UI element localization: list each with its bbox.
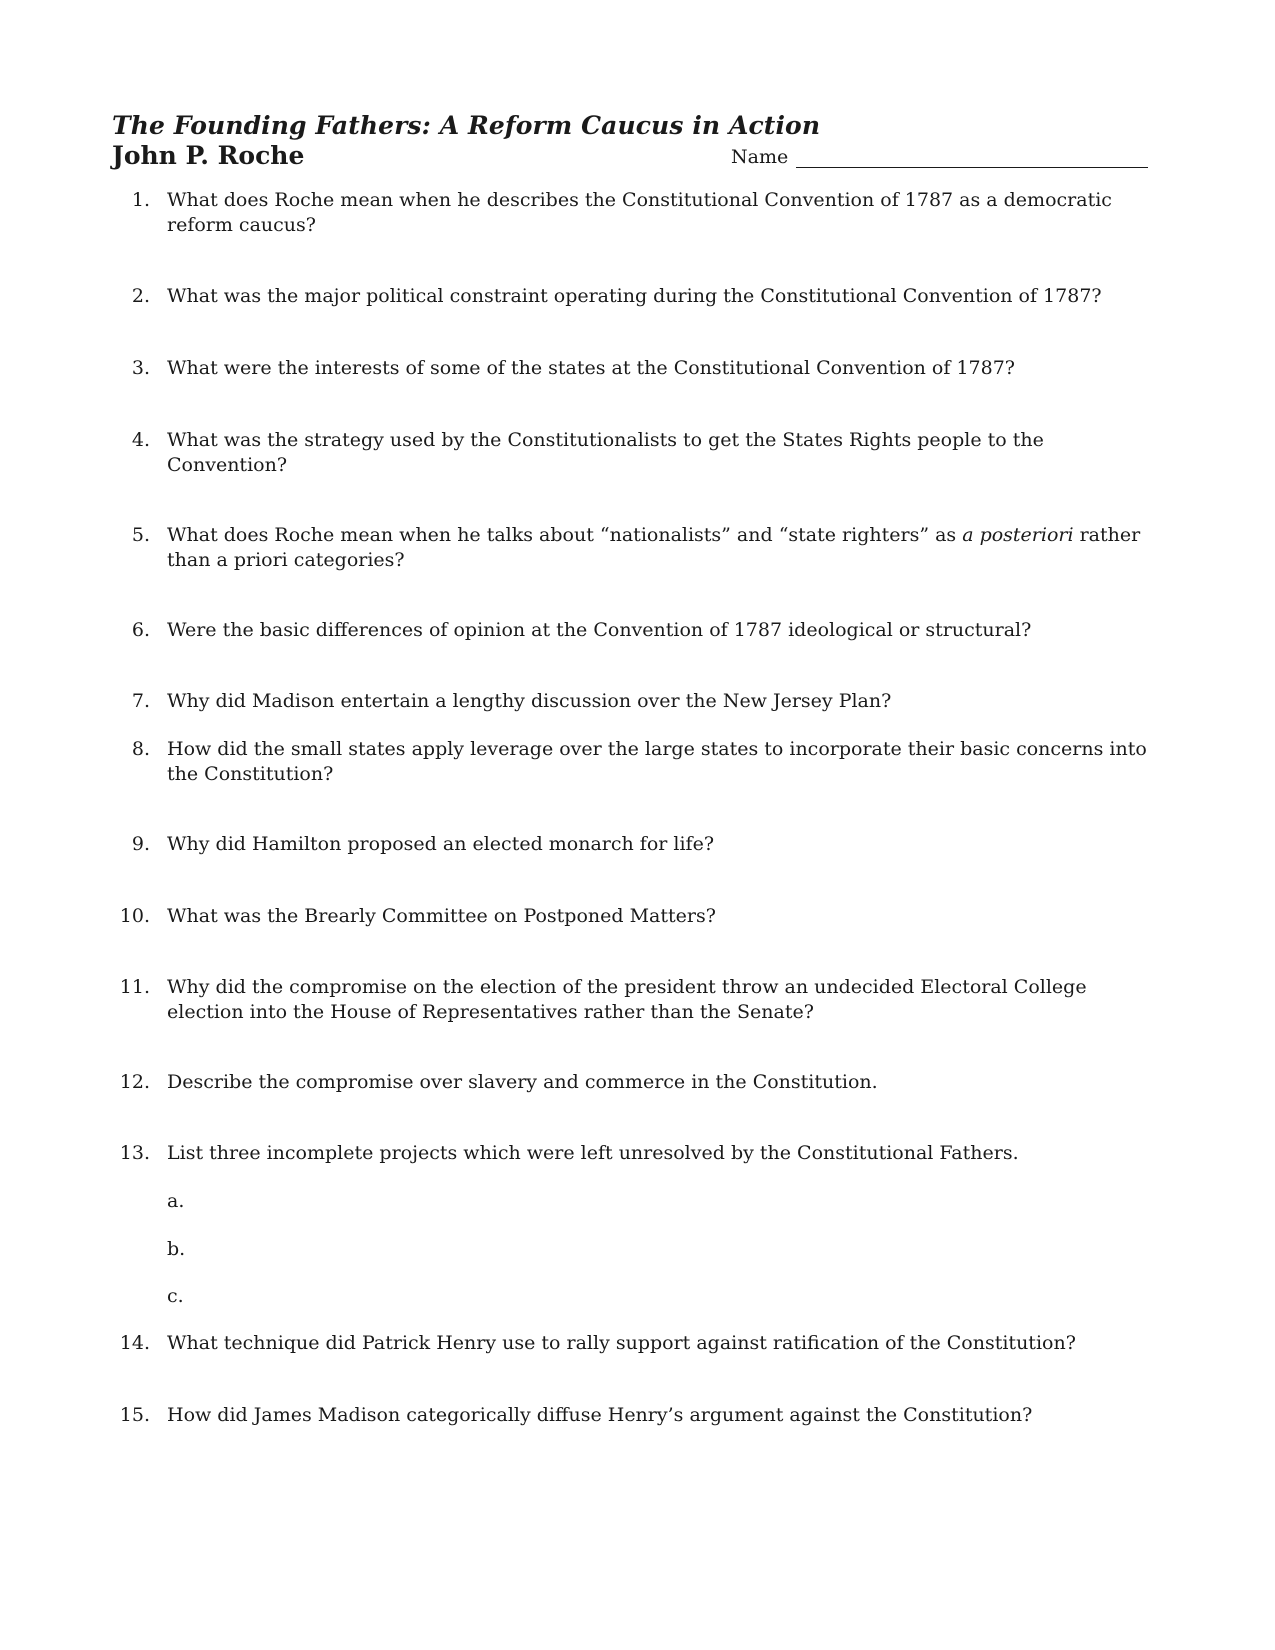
question-text: Why did Hamilton proposed an elected monarch for life? bbox=[167, 833, 715, 855]
question-text-italic: a posteriori bbox=[962, 524, 1074, 546]
author-name: John P. Roche bbox=[112, 141, 305, 170]
question-text-part: rather than a priori categories? bbox=[167, 524, 1141, 571]
question-text: Describe the compromise over slavery and commerce in the Constitution. bbox=[167, 1071, 878, 1093]
name-label: Name bbox=[731, 146, 789, 168]
answer-item-a: a. bbox=[167, 1190, 185, 1212]
question-number: 4. bbox=[131, 429, 150, 451]
question-text: Were the basic differences of opinion at the Convention of 1787 ideological or structural? bbox=[167, 619, 1032, 641]
question-number: 2. bbox=[131, 285, 150, 307]
question-number: 8. bbox=[131, 738, 150, 760]
question-number: 10. bbox=[119, 905, 150, 927]
question-text bbox=[167, 523, 1167, 573]
answer-item-c: c. bbox=[167, 1285, 184, 1307]
question-text: What technique did Patrick Henry use to rally support against ratification of the Constitution? bbox=[167, 1332, 1076, 1354]
name-field[interactable] bbox=[731, 146, 1148, 168]
question-text: What was the Brearly Committee on Postponed Matters? bbox=[167, 905, 716, 927]
question-number: 6. bbox=[131, 619, 150, 641]
question-number: 1. bbox=[131, 189, 150, 211]
question-number: 11. bbox=[119, 976, 150, 998]
name-blank-line[interactable] bbox=[796, 147, 1148, 168]
question-text: What were the interests of some of the states at the Constitutional Convention of 1787? bbox=[167, 357, 1015, 379]
question-text: What was the major political constraint operating during the Constitutional Convention of 1787? bbox=[167, 285, 1102, 307]
question-text: What was the strategy used by the Constitutionalists to get the States Rights people to the Convention? bbox=[167, 429, 1044, 476]
question-text: List three incomplete projects which were left unresolved by the Constitutional Fathers. bbox=[167, 1142, 1019, 1164]
question-text: What does Roche mean when he describes the Constitutional Convention of 1787 as a democratic reform caucus? bbox=[167, 189, 1112, 236]
question-number: 14. bbox=[119, 1332, 150, 1354]
question-number: 15. bbox=[119, 1404, 150, 1426]
question-number: 5. bbox=[131, 524, 150, 546]
question-number: 9. bbox=[131, 833, 150, 855]
question-text: Why did the compromise on the election of the president throw an undecided Electoral College election into the House of Representatives rather than the Senate? bbox=[167, 976, 1087, 1023]
question-number: 7. bbox=[131, 690, 150, 712]
answer-item-b: b. bbox=[167, 1238, 186, 1260]
question-text-part: What does Roche mean when he talks about “nationalists” and “state righters” as bbox=[167, 524, 963, 546]
question-number: 13. bbox=[119, 1142, 150, 1164]
worksheet-title: The Founding Fathers: A Reform Caucus in Action bbox=[112, 111, 821, 140]
question-number: 3. bbox=[131, 357, 150, 379]
question-text: How did the small states apply leverage over the large states to incorporate their basic concerns into the Constitution? bbox=[167, 738, 1147, 785]
question-number: 12. bbox=[119, 1071, 150, 1093]
question-text: How did James Madison categorically diffuse Henry’s argument against the Constitution? bbox=[167, 1404, 1033, 1426]
question-text: Why did Madison entertain a lengthy discussion over the New Jersey Plan? bbox=[167, 690, 892, 712]
